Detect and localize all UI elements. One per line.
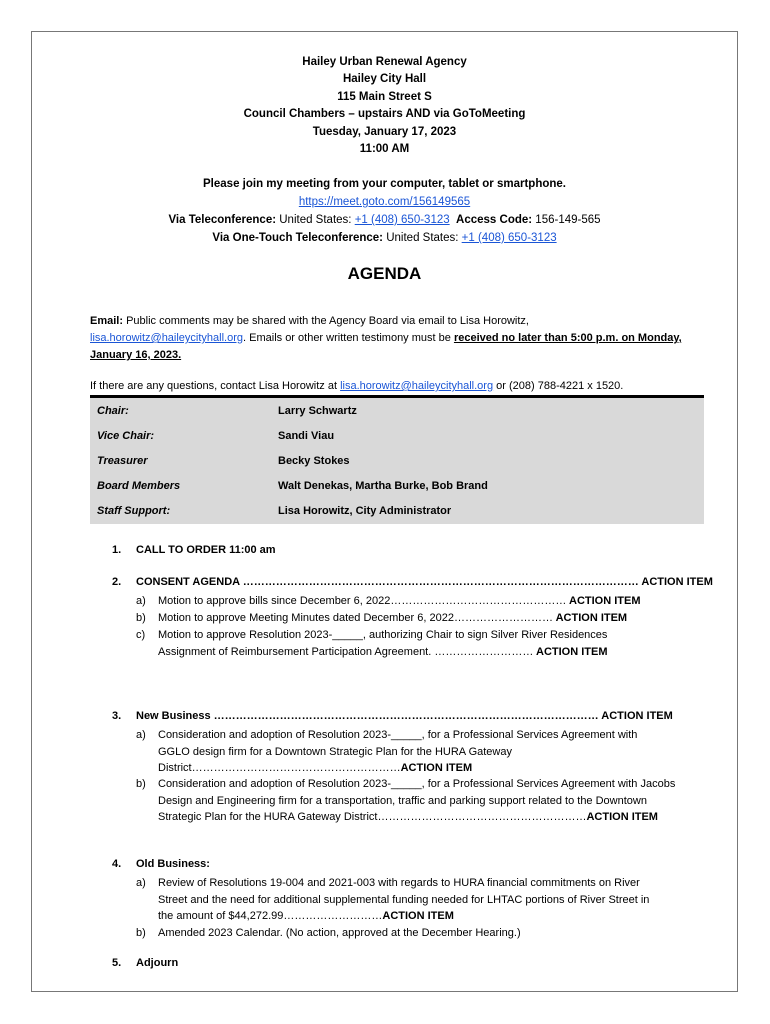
email-notice-text-2: . Emails or other written testimony must be — [243, 332, 454, 344]
item-number: 5. — [112, 957, 122, 969]
officer-role: Staff Support: — [97, 505, 171, 518]
access-code-label: Access Code: — [456, 214, 533, 226]
officer-row — [90, 474, 704, 499]
sub-item-letter: b) — [136, 778, 146, 790]
one-touch-label: Via One-Touch Teleconference: — [212, 232, 384, 244]
email-notice-text: Public comments may be shared with the Agency Board via email to Lisa Horowitz, — [123, 315, 529, 327]
item-title: Old Business: — [136, 858, 210, 870]
sub-item-text: Consideration and adoption of Resolution 2023-_____, for a Professional Services Agreement with Jacobs Design and Engineering firm for a transportation, traffic and parking support related to the Downtown Strategic Plan for the HURA Gateway District………………………………………………… — [158, 778, 676, 824]
sub-item-text: Amended 2023 Calendar. (No action, approved at the December Hearing.) — [158, 927, 521, 939]
item-number: 3. — [112, 710, 122, 722]
meeting-location: Council Chambers – upstairs AND via GoToMeeting — [243, 108, 526, 121]
sub-item-text: Review of Resolutions 19-004 and 2021-003 with regards to HURA financial commitments on River Street and the need for additional supplemental funding needed for LHTAC portions of River Street in the amount of $44,272.99……………………… — [158, 877, 650, 923]
sub-item-text: Motion to approve bills since December 6, 2022………………………………………… — [158, 595, 567, 607]
teleconference-country: United States: — [279, 214, 352, 226]
officer-name: Larry Schwartz — [278, 404, 357, 417]
agenda-page — [31, 31, 738, 992]
meeting-link[interactable]: https://meet.goto.com/156149565 — [298, 196, 471, 208]
sub-item-letter: a) — [136, 729, 146, 741]
meeting-date: Tuesday, January 17, 2023 — [312, 125, 457, 138]
item-number: 2. — [112, 576, 122, 588]
item-number: 1. — [112, 544, 122, 556]
email-label: Email: — [90, 315, 124, 327]
comment-deadline: received no later than 5:00 p.m. on Monday, January 16, 2023. — [90, 332, 682, 361]
contact-text: If there are any questions, contact Lisa Horowitz at — [90, 380, 341, 392]
officer-row — [90, 423, 704, 448]
one-touch-phone-link[interactable]: +1 (408) 650-3123 — [461, 232, 557, 244]
contact-email-link[interactable]: lisa.horowitz@haileycityhall.org — [340, 380, 494, 392]
teleconference-phone-link[interactable]: +1 (408) 650-3123 — [354, 214, 450, 226]
one-touch-country: United States: — [386, 232, 459, 244]
meeting-time: 11:00 AM — [359, 143, 410, 156]
contact-notice — [90, 378, 710, 395]
officer-row — [90, 448, 704, 473]
org-name: Hailey Urban Renewal Agency — [302, 56, 467, 68]
meeting-header — [32, 54, 737, 158]
action-item-label: ACTION ITEM — [533, 645, 608, 658]
teleconference-label: Via Teleconference: — [168, 214, 277, 226]
email-notice-link[interactable]: lisa.horowitz@haileycityhall.org — [90, 332, 244, 344]
officer-role: Board Members — [97, 480, 181, 493]
action-item-label: ACTION ITEM — [586, 811, 658, 824]
officer-name: Becky Stokes — [278, 454, 350, 467]
officer-row — [90, 398, 704, 423]
sub-item-letter: a) — [136, 595, 146, 607]
officer-name: Lisa Horowitz, City Administrator — [278, 505, 452, 518]
officers-table — [90, 395, 704, 524]
officer-role: Treasurer — [97, 454, 148, 467]
street-address: 115 Main Street S — [337, 90, 432, 103]
officer-role: Chair: — [97, 404, 129, 417]
officer-name: Walt Denekas, Martha Burke, Bob Brand — [278, 480, 488, 493]
building-name: Hailey City Hall — [342, 73, 427, 86]
sub-item-text: Motion to approve Resolution 2023-_____, authorizing Chair to sign Silver River Residences Assignment of Reimbursement Participation Agreement. ……………………… — [158, 629, 608, 658]
sub-item-letter: b) — [136, 927, 146, 939]
officer-name: Sandi Viau — [278, 429, 335, 442]
join-invite: Please join my meeting from your computer, tablet or smartphone. — [203, 178, 566, 190]
sub-item-letter: c) — [136, 629, 146, 641]
sub-item-text: Consideration and adoption of Resolution 2023-_____, for a Professional Services Agreement with GGLO design firm for a Downtown Strategic Plan for the HURA Gateway District………………………………………………… — [158, 729, 638, 775]
officer-role: Vice Chair: — [97, 429, 155, 442]
join-info — [32, 175, 737, 247]
item-number: 4. — [112, 858, 122, 870]
action-item-label: ACTION ITEM — [400, 762, 473, 775]
sub-item-letter: b) — [136, 612, 146, 624]
item-title: New Business …………………………………………………………………………………………… ACTION ITEM — [136, 710, 673, 722]
officer-row — [90, 499, 704, 524]
item-title: Adjourn — [136, 957, 179, 969]
sub-item-letter: a) — [136, 877, 146, 889]
action-item-label: ACTION ITEM — [382, 910, 454, 923]
access-code: 156-149-565 — [535, 214, 601, 226]
agenda-title: AGENDA — [347, 264, 422, 283]
action-item-label: ACTION ITEM — [566, 595, 641, 607]
item-title: CONSENT AGENDA ……………………………………………………………………………………………… ACTION ITEM — [136, 576, 713, 588]
sub-item-text: Motion to approve Meeting Minutes dated December 6, 2022……………………… — [158, 612, 553, 624]
contact-phone-text: or (208) 788-4221 x 1520. — [493, 380, 624, 392]
action-item-label: ACTION ITEM — [552, 612, 628, 624]
item-title: CALL TO ORDER 11:00 am — [136, 544, 276, 556]
email-notice — [90, 313, 690, 364]
